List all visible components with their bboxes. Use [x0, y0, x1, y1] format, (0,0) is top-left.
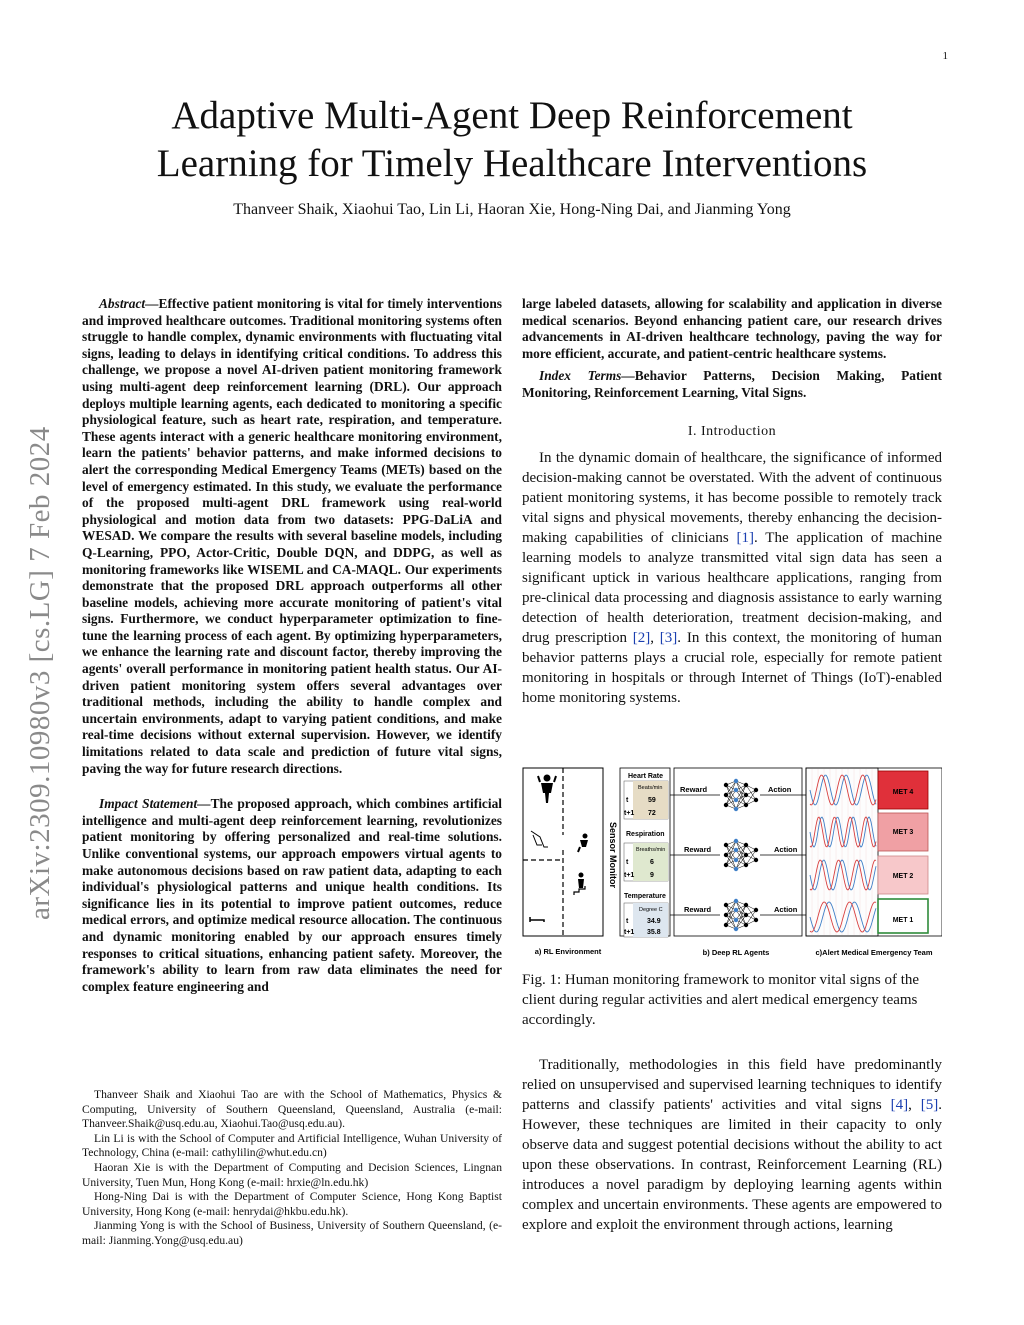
intro-paragraph-1: In the dynamic domain of healthcare, the significance of informed decision-making cannot be overstated. With the advent of continuous patient monitoring systems, it has become possible to remotely track vital signs and physical movements, thereby enhancing the decision-making capabilities of clinicians [1]. The application of machine learning models to analyze transmitted vital sign data has seen a significant uptick in various healthcare applications, ranging from pre-clinical data processing and diagnosis assistance to early warning detection of health deterioration, treatment decision-making, and drug prescription [2], [3]. In this context, the monitoring of human behavior patterns plays a crucial role, especially for remote patient monitoring in hospitals or through Internet of Things (IoT)-enabled home monitoring systems.	[522, 450, 942, 707]
title-line-1: Adaptive Multi-Agent Deep Reinforcement	[171, 94, 853, 137]
reward-label: Reward	[680, 785, 708, 794]
panel-a-label: a) RL Environment	[534, 947, 602, 956]
met-1-label: MET 1	[892, 917, 914, 924]
heart-rate-panel	[624, 773, 668, 819]
t-label: t	[626, 859, 629, 866]
met-3-alert	[878, 813, 928, 851]
abstract	[82, 296, 502, 777]
figure-caption: Fig. 1: Human monitoring framework to monitor vital signs of the client during regular activities and alert medical emergency teams accordingly.	[522, 972, 920, 1028]
hr-value-t1: 72	[648, 810, 656, 817]
t1-label: t+1	[624, 810, 635, 817]
citation-link[interactable]: [4]	[890, 1097, 909, 1113]
title-line-2: Learning for Timely Healthcare Interventions	[156, 142, 868, 185]
intro-paragraph-2: Traditionally, methodologies in this field have predominantly relied on unsupervised and supervised learning techniques to identify patterns and classify patients' activities and vital signs [4], [5]. However, these techniques are limited in their capacity to only observe data and suggest potential decisions without the ability to act upon these observations. In contrast, Reinforcement Learning (RL) introduces a novel paradigm by deploying learning agents within complex and uncertain environments. These agents are empowered to explore and exploit the environment through actions, learning	[522, 1057, 942, 1233]
met-1-bar	[878, 899, 928, 933]
sensor-monitor-label: Sensor Monitor	[608, 821, 618, 889]
t1-label: t+1	[624, 872, 635, 879]
intro-text: Traditionally, methodologies in this field have predominantly relied on unsupervised and supervised learning techniques to identify patterns and classify patients' activities and vital signs	[522, 1057, 942, 1113]
intro-text: . The application of machine learning models to analyze transmitted vital sign data has seen a significant uptick in various healthcare applications, ranging from pre-clinical data processing and diagnosis assistance to early warning detection of health deterioration, treatment decision-making, and drug prescription	[522, 530, 942, 647]
left-column	[82, 296, 502, 995]
temp-value-t: 34.9	[647, 918, 661, 925]
intro-text: . However, these techniques are limited in their capacity to only observe data and suggest potential decisions without the ability to act upon these observations. In contrast, Reinforcement Learning (RL) introduces a novel paradigm by deploying learning agents within complex and uncertain environments. These agents are empowered to explore and exploit the environment through actions, learning	[522, 1097, 942, 1233]
footnote: Haoran Xie is with the Department of Computing and Decision Sciences, Lingnan University, Tuen Mun, Hong Kong (e-mail: hrxie@ln.edu.hk)	[82, 1160, 502, 1189]
footnote: Thanveer Shaik and Xiaohui Tao are with the School of Mathematics, Physics & Computing, University of Southern Queensland, Queensland, Australia (e-mail: Thanveer.Shaik@usq.edu.au, Xiaohui.Tao@usq.edu.au).	[82, 1088, 502, 1131]
met-2-label: MET 2	[892, 873, 914, 880]
impact-statement-continued: large labeled datasets, allowing for scalability and application in diverse medical scenarios. Beyond enhancing patient care, our research drives advancements in AI-driven healthcare technology, paving the way for more efficient, accurate, and patient-centric healthcare systems.	[522, 296, 942, 361]
framework-figure	[522, 765, 942, 963]
citation-link[interactable]: [2]	[632, 630, 651, 647]
breaths-unit: Breaths/min	[636, 847, 666, 853]
index-terms-text: Behavior Patterns, Decision Making, Patient Monitoring, Reinforcement Learning, Vital Signs.	[522, 368, 943, 400]
action-label: Action	[774, 905, 798, 914]
impact-statement	[82, 796, 502, 995]
reward-label: Reward	[684, 905, 712, 914]
index-terms-label: Index Terms—	[539, 368, 635, 384]
footnote: Lin Li is with the School of Computer and Artificial Intelligence, Wuhan University of Technology, China (e-mail: cathylilin@whut.edu.cn)	[82, 1131, 502, 1160]
temperature-label: Temperature	[624, 893, 666, 900]
abstract-text: Effective patient monitoring is vital for timely interventions and improved healthcare outcomes. Traditional monitoring systems often struggle to handle complex, dynamic environments with fluctuating vital signs, leading to delays in identifying critical conditions. To address this challenge, we propose a novel AI-driven patient monitoring framework using multi-agent deep reinforcement learning (DRL). Our approach deploys multiple learning agents, each dedicated to monitoring a specific physiological feature, such as heart rate, respiration, and temperature. These agents interact with a generic healthcare monitoring environment, learn the patients' behavior patterns, and make informed decisions to alert the corresponding Medical Emergency Teams (METs) based on the level of emergency estimated. In this study, we evaluate the performance of the proposed multi-agent DRL framework using real-world physiological and motion data from two datasets: PPG-DaLiA and WESAD. We compare the results with several baseline models, including Q-Learning, PPO, Actor-Critic, Double DQN, and DDPG, as well as monitoring frameworks like WISEML and CA-MAQL. Our experiments demonstrate that the proposed DRL approach outperforms all other baseline models, achieving more accurate monitoring of patient's vital signs. Furthermore, we conduct hyperparameter optimization to fine-tune the learning process of each agent. By optimizing hyperparameters, we enhance the learning rate and discount factor, thereby improving the agents' overall performance in monitoring patient health status. Our AI-driven patient monitoring system offers several advantages over traditional methods, including the ability to handle complex and uncertain environments, adapt to varying patient conditions, and make real-time decisions without external supervision. However, we identify limitations related to data scale and prediction of future vital signs, paving the way for future research directions.	[82, 296, 502, 776]
section-heading-introduction: I. Introduction	[687, 423, 777, 439]
arxiv-identifier[interactable]: arXiv:2309.10980v3 [cs.LG] 7 Feb 2024	[24, 426, 56, 920]
intro-text: . In this context, the monitoring of human behavior patterns plays a crucial role, especially for remote patient monitoring in hospitals or through Internet of Things (IoT)-enabled home monitoring systems.	[522, 630, 942, 707]
temp-value-t1: 35.8	[647, 929, 661, 936]
citation-link[interactable]: [3]	[659, 630, 678, 647]
resp-value-t: 6	[650, 859, 654, 866]
t-label: t	[626, 918, 629, 925]
right-column	[522, 296, 942, 708]
respiration-label: Respiration	[626, 831, 665, 838]
panel-c-label: c)Alert Medical Emergency Team	[815, 948, 933, 957]
action-label: Action	[774, 845, 798, 854]
footnote: Hong-Ning Dai is with the Department of Computer Science, Hong Kong Baptist University, Hong Kong (e-mail: henrydai@hkbu.edu.hk).	[82, 1190, 502, 1218]
right-column-continued	[522, 1055, 942, 1235]
index-terms	[522, 368, 942, 401]
author-affiliations	[82, 1088, 502, 1249]
met-4-alert	[878, 771, 928, 809]
citation-link[interactable]: [1]	[736, 530, 755, 547]
met-2-alert	[878, 856, 928, 894]
impact-text: The proposed approach, which combines artificial intelligence and multi-agent deep reinforcement learning, revolutionizes patient monitoring by offering personalized and real-time solutions. Unlike conventional systems, our approach empowers virtual agents to make autonomous decisions based on raw patient data, adapting to each individual's physiological patterns and unique health conditions. Its significance lies in its potential to improve patient outcomes, reduce medical errors, and optimize medical resource allocation. The continuous and dynamic monitoring enabled by our approach ensures timely responses to critical situations, enhancing patient safety. Moreover, the framework's ability to learn from raw data eliminates the need for complex feature engineering and	[82, 796, 502, 994]
reward-label: Reward	[684, 845, 712, 854]
met-1-alert	[878, 899, 928, 933]
heart-rate-label: Heart Rate	[628, 773, 664, 780]
author-list: Thanveer Shaik, Xiaohui Tao, Lin Li, Haoran Xie, Hong-Ning Dai, and Jianming Yong	[233, 201, 791, 218]
beats-unit: Beats/min	[638, 785, 663, 791]
hr-value-t: 59	[648, 797, 656, 804]
citation-link[interactable]: [5]	[920, 1097, 939, 1113]
t-label: t	[626, 797, 629, 804]
paper-title	[0, 92, 1024, 188]
footnote: Jianming Yong is with the School of Business, University of Southern Queensland, (e-mail: Jianming.Yong@usq.edu.au)	[82, 1219, 502, 1247]
abstract-label: Abstract—	[99, 296, 159, 311]
impact-label: Impact Statement—	[99, 796, 211, 812]
met-4-label: MET 4	[892, 789, 914, 796]
resp-value-t1: 9	[650, 872, 654, 879]
panel-b-label: b) Deep RL Agents	[702, 948, 770, 957]
intro-text: In the dynamic domain of healthcare, the significance of informed decision-making cannot be overstated. With the advent of continuous patient monitoring systems, it has become possible to remotely track vital signs and physical movements, thereby enhancing the decision-making capabilities of clinicians	[522, 450, 942, 547]
temperature-panel	[624, 893, 668, 937]
met-3-label: MET 3	[892, 829, 914, 836]
page-number: 1	[942, 50, 948, 62]
t1-label: t+1	[624, 929, 635, 936]
degree-unit: Degree C	[639, 907, 663, 913]
action-label: Action	[768, 785, 792, 794]
